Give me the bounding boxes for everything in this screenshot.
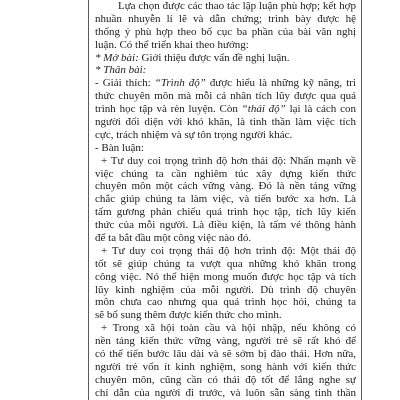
text-line: + Tư duy coi trọng trình độ hơn thái độ: Nhấn mạnh về	[101, 154, 356, 167]
text-segment: lại là cách con	[285, 103, 356, 116]
text-line: sẽ bổ sung thêm được kiến thức cho mình.	[95, 309, 282, 322]
text-line: + Tư duy coi trọng thái độ hơn trình độ: Một thái độ	[101, 244, 356, 257]
text-line: môn chưa cao nhưng qua quá trình học hỏi, chúng ta	[95, 296, 356, 309]
text-line: chỉ dẫn của người đi trước, và luôn sẵn sàng tinh thần	[95, 386, 356, 399]
text-line: lũy kinh nghiệm của mỗi người. Dù trình độ chuyên	[95, 283, 356, 296]
text-line: luận. Có thể triển khai theo hướng:	[95, 38, 249, 51]
table-border-left	[88, 0, 89, 400]
giai-thich-paragraph	[95, 77, 356, 141]
text-line: thức chuyên môn mà mỗi cá nhân tích lũy được qua quá	[95, 90, 356, 103]
text-line: Lựa chọn được các thao tác lập luận phù hợp; kết hợp	[118, 0, 356, 12]
mo-bai-text: Giới thiệu được vấn đề nghị luận.	[138, 51, 290, 64]
text-segment: - Giải thích:	[95, 77, 155, 90]
mo-bai-label: * Mở bài:	[95, 51, 139, 64]
left-table-column	[0, 0, 88, 400]
text-line: tấm gương phản chiếu quá trình học tập, tích lũy kiến	[95, 206, 356, 219]
term-thai-do: “thái độ”	[241, 103, 286, 116]
table-border-right	[361, 0, 362, 400]
ban-luan-label: - Bàn luận:	[95, 141, 144, 154]
text-line: thống ý phù hợp theo bố cục ba phần của bài văn nghị	[95, 25, 356, 38]
text-line: việc chúng ta cần nghiêm túc xây dựng kiến thức	[95, 167, 356, 180]
text-segment: trình học tập và rèn luyện. Còn	[95, 103, 242, 116]
text-line: chắc giúp chúng ta làm việc, và tiến bước xa hơn. Là	[95, 193, 356, 206]
mo-bai-line	[95, 52, 356, 65]
text-line: cực, trách nhiệm và sự tôn trọng người khác.	[95, 128, 293, 141]
text-line: chuyên môn, cũng cần có thái độ tốt để lắng nghe sự	[95, 373, 356, 386]
text-line: người trẻ vốn ít kinh nghiệm, song hành với kiến thức	[95, 360, 356, 373]
text-line: để ta bắt đầu một công việc nào đó.	[95, 232, 252, 245]
ban-luan-point	[95, 322, 356, 399]
right-table-column	[362, 0, 400, 400]
text-line: tốt sẽ giúp chúng ta vượt qua những khó khăn trong	[95, 257, 356, 270]
term-trinh-do: “Trình độ”	[154, 77, 206, 90]
text-line: nhuần nhuyễn lí lẽ và dẫn chứng; trình bày được hệ	[95, 12, 356, 25]
text-line: + Trong xã hội toàn cầu và hội nhập, nếu không có	[101, 322, 356, 335]
text-line: thức của mỗi người. Là điều kiện, là tấm vé thông hành	[95, 219, 356, 232]
text-line: nền tảng kiến thức vững vàng, người trẻ sẽ rất khó để	[95, 335, 356, 348]
text-line	[95, 103, 356, 116]
answer-cell	[95, 0, 356, 400]
text-line: người đối diện với khó khăn, là tinh thần làm việc tích	[95, 116, 356, 129]
than-bai-label: * Thân bài:	[95, 64, 147, 77]
intro-paragraph	[95, 0, 356, 52]
text-segment: được hiểu là những kỹ năng, tri	[205, 77, 356, 90]
ban-luan-point	[95, 155, 356, 245]
text-line: chuyên môn một cách vững vàng. Đó là nền tảng vững	[95, 180, 356, 193]
ban-luan-point	[95, 245, 356, 322]
text-line: có thể tiến bước lâu dài và sẽ sớm bị đào thải. Hơn nữa,	[95, 348, 356, 361]
text-line: công việc. Nó thể hiện mong muốn được học tập và tích	[95, 270, 356, 283]
than-bai-line	[95, 64, 356, 77]
text-line	[95, 77, 356, 90]
